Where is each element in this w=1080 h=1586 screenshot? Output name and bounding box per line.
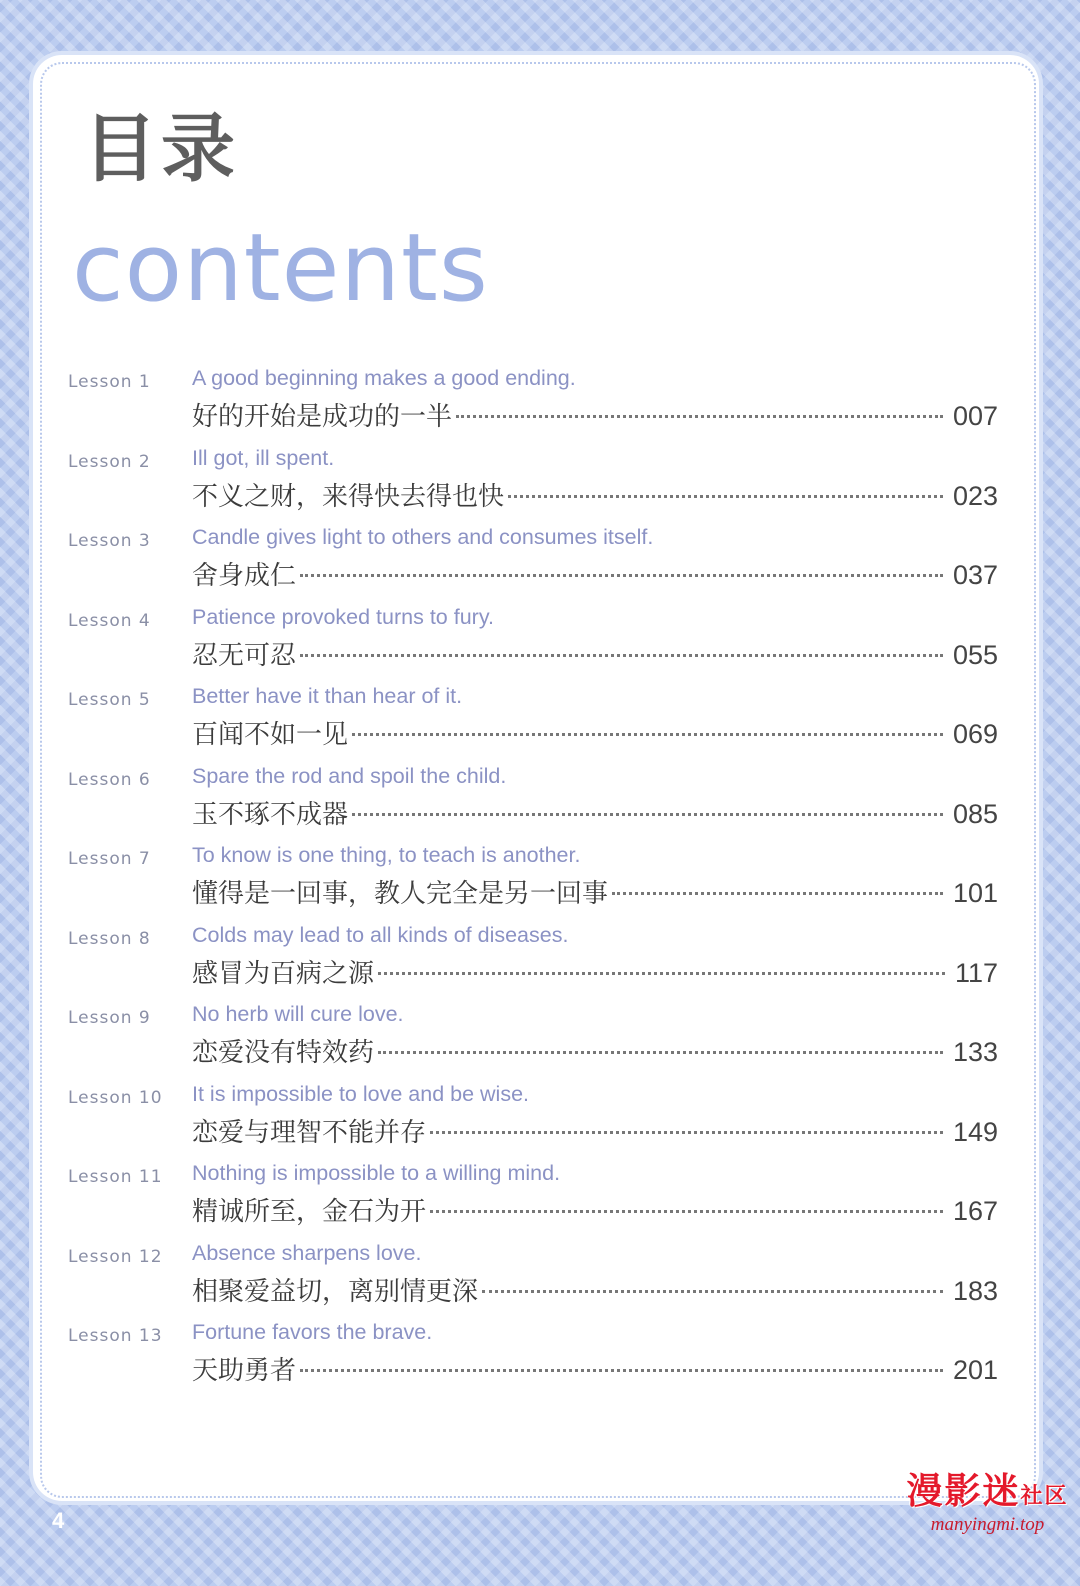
watermark-logo-text: 漫影迷	[906, 1471, 1021, 1512]
lesson-title-en: Patience provoked turns to fury.	[192, 604, 494, 629]
lesson-title-cn: 不义之财，来得快去得也快	[192, 481, 505, 512]
lesson-line	[192, 1191, 998, 1228]
toc-entry-lesson-5[interactable]	[0, 684, 1080, 764]
table-of-contents	[0, 366, 1080, 1400]
lesson-page-number: 055	[952, 639, 998, 670]
lesson-label: Lesson 4	[68, 610, 151, 631]
lesson-title-en: Absence sharpens love.	[192, 1240, 422, 1265]
lesson-label: Lesson 6	[68, 769, 151, 790]
lesson-line	[192, 714, 998, 751]
toc-entry-lesson-7[interactable]	[0, 843, 1080, 923]
lesson-page-number: 085	[952, 798, 998, 829]
toc-entry-lesson-2[interactable]	[0, 446, 1080, 526]
lesson-title-en: Candle gives light to others and consumes itself.	[192, 525, 654, 549]
toc-entry-lesson-6[interactable]	[0, 764, 1080, 844]
lesson-page-number: 037	[952, 560, 998, 590]
lesson-title-en: No herb will cure love.	[192, 1002, 404, 1026]
dot-leader	[300, 654, 943, 657]
toc-entry-lesson-10[interactable]	[0, 1082, 1080, 1162]
lesson-title-cn: 天助勇者	[192, 1356, 297, 1386]
lesson-page-number: 117	[954, 957, 998, 988]
lesson-label: Lesson 3	[68, 531, 151, 551]
lesson-label: Lesson 9	[68, 1008, 151, 1028]
dot-leader	[456, 415, 943, 418]
lesson-title-en: Spare the rod and spoil the child.	[192, 763, 507, 788]
toc-entry-lesson-1[interactable]	[0, 366, 1080, 446]
lesson-page-number: 167	[952, 1196, 998, 1226]
dot-leader	[612, 892, 943, 895]
lesson-title-cn: 百闻不如一见	[192, 720, 349, 750]
lesson-label: Lesson 2	[68, 451, 151, 472]
toc-entry-lesson-4[interactable]	[0, 605, 1080, 685]
lesson-label: Lesson 12	[68, 1246, 163, 1267]
lesson-title-cn: 恋爱与理智不能并存	[192, 1117, 427, 1148]
lesson-page-number: 007	[952, 401, 998, 431]
page-number: 4	[52, 1508, 65, 1533]
lesson-page-number: 201	[952, 1355, 998, 1385]
lesson-title-cn: 忍无可忍	[192, 640, 297, 671]
toc-entry-lesson-12[interactable]	[0, 1241, 1080, 1321]
lesson-line	[192, 873, 998, 910]
lesson-label: Lesson 7	[68, 849, 151, 869]
dot-leader	[352, 813, 943, 816]
watermark	[905, 1471, 1070, 1536]
dot-leader	[352, 733, 943, 736]
dot-leader	[430, 1210, 943, 1213]
toc-entry-lesson-8[interactable]	[0, 923, 1080, 1003]
lesson-title-en: Better have it than hear of it.	[192, 684, 463, 708]
lesson-line	[192, 1271, 998, 1308]
lesson-title-en: A good beginning makes a good ending.	[192, 366, 576, 390]
title-english: contents	[72, 214, 489, 323]
lesson-line	[192, 555, 998, 592]
dot-leader	[300, 1369, 943, 1372]
lesson-line	[192, 1032, 998, 1069]
watermark-logo-suffix: 社区	[1020, 1484, 1069, 1509]
lesson-line	[192, 953, 998, 990]
lesson-title-cn: 好的开始是成功的一半	[192, 402, 453, 432]
toc-entry-lesson-13[interactable]	[0, 1320, 1080, 1400]
lesson-label: Lesson 1	[68, 372, 151, 392]
lesson-line	[192, 476, 998, 513]
lesson-label: Lesson 8	[68, 928, 151, 949]
watermark-url: manyingmi.top	[930, 1514, 1045, 1535]
dot-leader	[482, 1290, 943, 1293]
lesson-title-cn: 精诚所至，金石为开	[192, 1197, 427, 1227]
toc-entry-lesson-3[interactable]	[0, 525, 1080, 605]
lesson-page-number: 183	[952, 1275, 998, 1306]
lesson-line	[192, 396, 998, 433]
lesson-title-en: Colds may lead to all kinds of diseases.	[192, 922, 569, 947]
lesson-page-number: 023	[952, 480, 998, 511]
toc-entry-lesson-9[interactable]	[0, 1002, 1080, 1082]
dot-leader	[378, 1051, 943, 1054]
lesson-title-cn: 相聚爱益切，离别情更深	[192, 1276, 479, 1307]
lesson-label: Lesson 10	[68, 1087, 163, 1108]
lesson-line	[192, 1112, 998, 1149]
lesson-title-en: Nothing is impossible to a willing mind.	[192, 1161, 561, 1185]
lesson-title-cn: 恋爱没有特效药	[192, 1038, 375, 1068]
lesson-label: Lesson 5	[68, 690, 151, 710]
dot-leader	[378, 972, 945, 975]
title-chinese: 目录	[83, 106, 239, 192]
lesson-line	[192, 1350, 998, 1387]
lesson-line	[192, 635, 998, 672]
watermark-logo	[905, 1471, 1070, 1512]
lesson-title-cn: 感冒为百病之源	[192, 958, 375, 989]
lesson-title-cn: 玉不琢不成器	[192, 799, 349, 830]
lesson-page-number: 069	[952, 719, 998, 749]
lesson-title-en: Fortune favors the brave.	[192, 1320, 433, 1344]
lesson-line	[192, 794, 998, 831]
lesson-title-en: It is impossible to love and be wise.	[192, 1081, 529, 1106]
lesson-label: Lesson 13	[68, 1326, 163, 1346]
lesson-title-cn: 舍身成仁	[192, 561, 297, 591]
lesson-title-cn: 懂得是一回事，教人完全是另一回事	[192, 879, 609, 909]
dot-leader	[430, 1131, 943, 1134]
toc-entry-lesson-11[interactable]	[0, 1161, 1080, 1241]
lesson-page-number: 133	[952, 1037, 998, 1067]
lesson-title-en: Ill got, ill spent.	[192, 445, 335, 470]
dot-leader	[508, 495, 943, 498]
lesson-page-number: 101	[952, 878, 998, 908]
lesson-title-en: To know is one thing, to teach is another.	[192, 843, 581, 867]
lesson-page-number: 149	[952, 1116, 998, 1147]
dot-leader	[300, 574, 943, 577]
lesson-label: Lesson 11	[68, 1167, 163, 1187]
